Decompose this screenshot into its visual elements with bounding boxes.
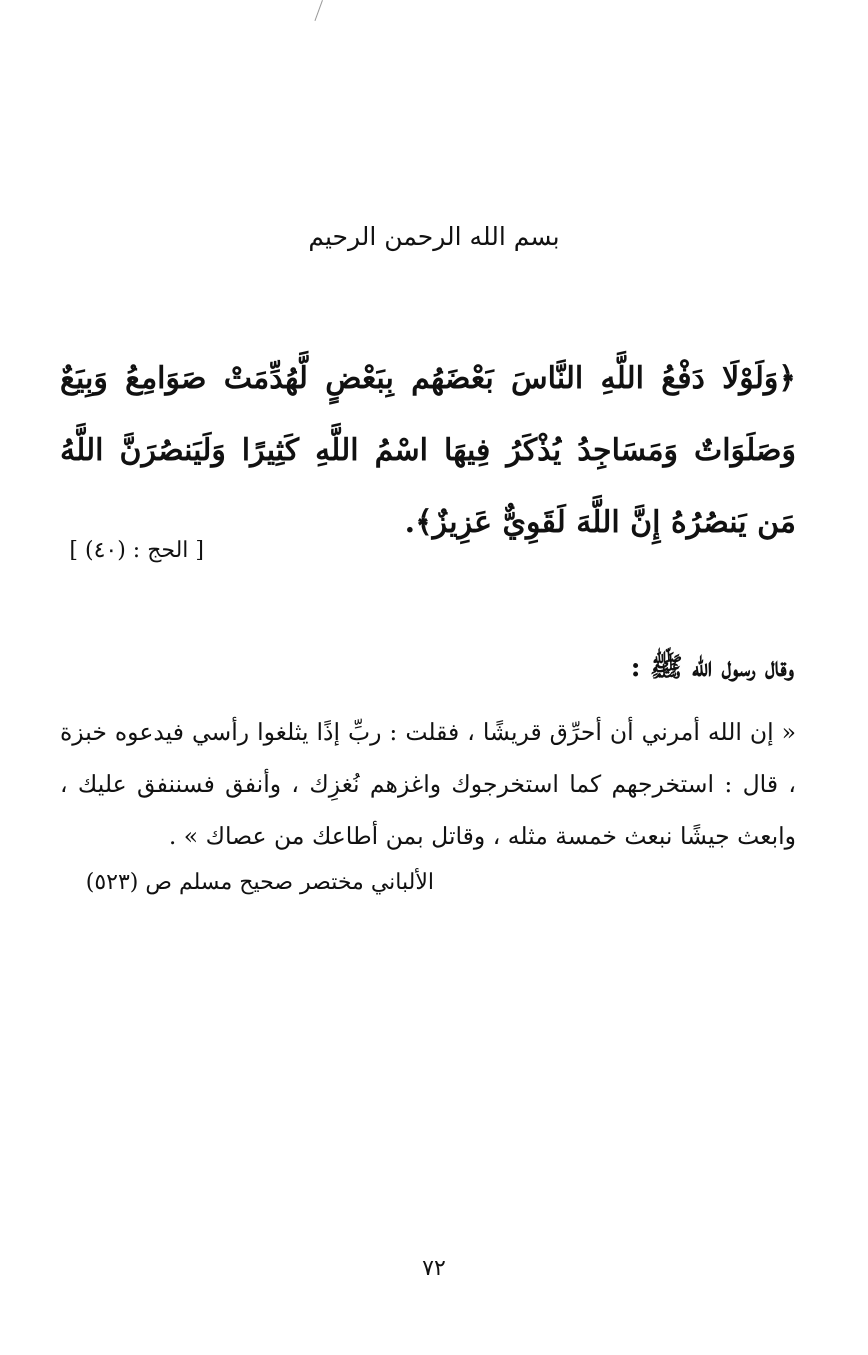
hadith-intro: وقال رسول الله ﷺ : xyxy=(630,652,794,683)
hadith-source: الألباني مختصر صحيح مسلم ص (٥٢٣) xyxy=(85,870,434,895)
basmala-heading: بسم الله الرحمن الرحيم xyxy=(308,222,560,251)
verse-reference: [ الحج : (٤٠) ] xyxy=(69,538,204,563)
page-number: ٧٢ xyxy=(422,1256,446,1281)
quran-verse: ﴿وَلَوْلَا دَفْعُ اللَّهِ النَّاسَ بَعْضَهُم بِبَعْضٍ لَّهُدِّمَتْ صَوَامِعُ وَبِيَعٌ وَصَلَوَاتٌ وَمَسَاجِدُ يُذْكَرُ فِيهَا اسْمُ اللَّهِ كَثِيرًا وَلَيَنصُرَنَّ اللَّهُ مَن يَنصُرُهُ إِنَّ اللَّهَ لَقَوِيٌّ عَزِيزٌ﴾. xyxy=(60,361,796,540)
hadith-text: « إن الله أمرني أن أحرِّق قريشًا ، فقلت : ربِّ إذًا يثلغوا رأسي فيدعوه خبزة ، قال : استخرجهم كما استخرجوك واغزهم نُغزِك ، وأنفق فسننفق عليك ، وابعث جيشًا نبعث خمسة مثله ، وقاتل بمن أطاعك من عصاك » . xyxy=(60,718,796,850)
scan-mark xyxy=(314,0,322,21)
